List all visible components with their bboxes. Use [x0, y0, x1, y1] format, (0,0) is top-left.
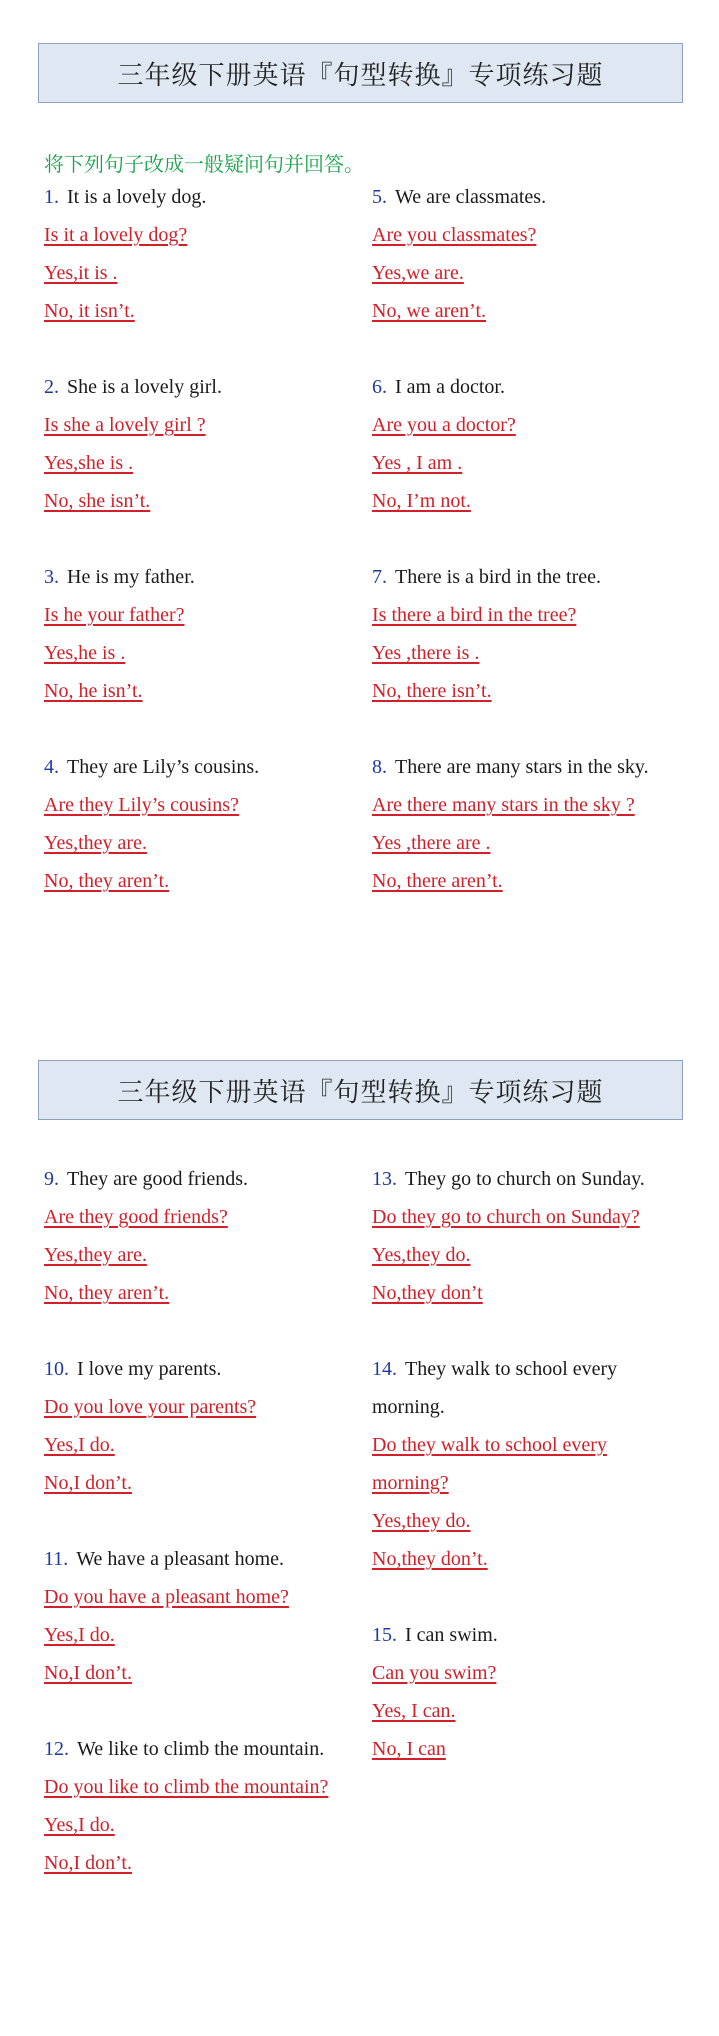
- item-number: 14.: [372, 1358, 397, 1380]
- left-column: [44, 1160, 364, 1920]
- exercise-item: [372, 1350, 682, 1578]
- answer-yes: Yes ,there are .: [372, 832, 491, 854]
- exercise-item: [372, 558, 682, 710]
- answer-no: No, it isn’t.: [44, 300, 135, 322]
- answer-question: Is she a lovely girl ?: [44, 414, 206, 436]
- item-number: 7.: [372, 566, 387, 588]
- answer-no: No,they don’t.: [372, 1548, 488, 1570]
- item-number: 1.: [44, 186, 59, 208]
- answer-no: No,I don’t.: [44, 1662, 132, 1684]
- answer-no: No, I’m not.: [372, 490, 471, 512]
- answer-question: Are you a doctor?: [372, 414, 516, 436]
- answer-question: Do they walk to school every morning?: [372, 1434, 607, 1494]
- answer-yes: Yes,they do.: [372, 1244, 471, 1266]
- answer-no: No, she isn’t.: [44, 490, 151, 512]
- answer-no: No,I don’t.: [44, 1852, 132, 1874]
- exercise-item: [44, 1730, 364, 1882]
- answer-yes: Yes,he is .: [44, 642, 126, 664]
- answer-question: Is there a bird in the tree?: [372, 604, 577, 626]
- answer-no: No, I can: [372, 1738, 446, 1760]
- answer-yes: Yes ,there is .: [372, 642, 480, 664]
- answer-question: Is he your father?: [44, 604, 185, 626]
- item-number: 2.: [44, 376, 59, 398]
- item-number: 5.: [372, 186, 387, 208]
- answer-yes: Yes, I can.: [372, 1700, 456, 1722]
- answer-yes: Yes,I do.: [44, 1814, 115, 1836]
- left-column: [44, 178, 364, 938]
- exercise-item: [44, 368, 364, 520]
- question-text: She is a lovely girl.: [67, 376, 222, 398]
- page-title: 三年级下册英语『句型转换』专项练习题: [38, 1060, 683, 1120]
- question-text: They are good friends.: [67, 1168, 249, 1190]
- item-number: 10.: [44, 1358, 69, 1380]
- right-column: [372, 1160, 682, 1806]
- answer-no: No, they aren’t.: [44, 870, 170, 892]
- page-title: 三年级下册英语『句型转换』专项练习题: [38, 43, 683, 103]
- exercise-item: [372, 178, 682, 330]
- answer-no: No, he isn’t.: [44, 680, 143, 702]
- right-column: [372, 178, 682, 938]
- answer-question: Do you love your parents?: [44, 1396, 257, 1418]
- exercise-item: [44, 1160, 364, 1312]
- answer-no: No,I don’t.: [44, 1472, 132, 1494]
- question-text: I can swim.: [405, 1624, 498, 1646]
- answer-yes: Yes,it is .: [44, 262, 118, 284]
- item-number: 4.: [44, 756, 59, 778]
- question-text: There are many stars in the sky.: [395, 756, 649, 778]
- exercise-item: [44, 1350, 364, 1502]
- question-text: They are Lily’s cousins.: [67, 756, 260, 778]
- answer-question: Do you like to climb the mountain?: [44, 1776, 329, 1798]
- answer-yes: Yes,they are.: [44, 1244, 147, 1266]
- question-text: We have a pleasant home.: [76, 1548, 285, 1570]
- exercise-item: [372, 368, 682, 520]
- answer-question: Are you classmates?: [372, 224, 537, 246]
- answer-question: Are they Lily’s cousins?: [44, 794, 239, 816]
- exercise-item: [372, 748, 682, 900]
- exercise-item: [44, 558, 364, 710]
- answer-question: Do they go to church on Sunday?: [372, 1206, 640, 1228]
- answer-question: Are they good friends?: [44, 1206, 228, 1228]
- answer-no: No, we aren’t.: [372, 300, 487, 322]
- answer-no: No, there aren’t.: [372, 870, 503, 892]
- question-text: They walk to school every morning.: [372, 1358, 618, 1418]
- item-number: 8.: [372, 756, 387, 778]
- answer-no: No, there isn’t.: [372, 680, 492, 702]
- question-text: I love my parents.: [77, 1358, 222, 1380]
- exercise-item: [44, 1540, 364, 1692]
- exercise-item: [372, 1616, 682, 1768]
- answer-yes: Yes,they are.: [44, 832, 147, 854]
- item-number: 11.: [44, 1548, 69, 1570]
- item-number: 15.: [372, 1624, 397, 1646]
- item-number: 3.: [44, 566, 59, 588]
- answer-question: Are there many stars in the sky ?: [372, 794, 635, 816]
- answer-yes: Yes,she is .: [44, 452, 134, 474]
- item-number: 13.: [372, 1168, 397, 1190]
- item-number: 6.: [372, 376, 387, 398]
- answer-no: No,they don’t: [372, 1282, 483, 1304]
- item-number: 9.: [44, 1168, 59, 1190]
- item-number: 12.: [44, 1738, 69, 1760]
- answer-no: No, they aren’t.: [44, 1282, 170, 1304]
- answer-question: Can you swim?: [372, 1662, 497, 1684]
- answer-yes: Yes,we are.: [372, 262, 464, 284]
- answer-yes: Yes,I do.: [44, 1624, 115, 1646]
- question-text: He is my father.: [67, 566, 195, 588]
- answer-yes: Yes , I am .: [372, 452, 463, 474]
- exercise-item: [44, 178, 364, 330]
- question-text: They go to church on Sunday.: [405, 1168, 645, 1190]
- question-text: We are classmates.: [395, 186, 547, 208]
- question-text: It is a lovely dog.: [67, 186, 207, 208]
- question-text: We like to climb the mountain.: [77, 1738, 325, 1760]
- answer-question: Do you have a pleasant home?: [44, 1586, 289, 1608]
- exercise-item: [372, 1160, 682, 1312]
- question-text: I am a doctor.: [395, 376, 505, 398]
- answer-yes: Yes,they do.: [372, 1510, 471, 1532]
- question-text: There is a bird in the tree.: [395, 566, 602, 588]
- instruction-text: 将下列句子改成一般疑问句并回答。: [44, 152, 364, 176]
- exercise-item: [44, 748, 364, 900]
- answer-question: Is it a lovely dog?: [44, 224, 188, 246]
- answer-yes: Yes,I do.: [44, 1434, 115, 1456]
